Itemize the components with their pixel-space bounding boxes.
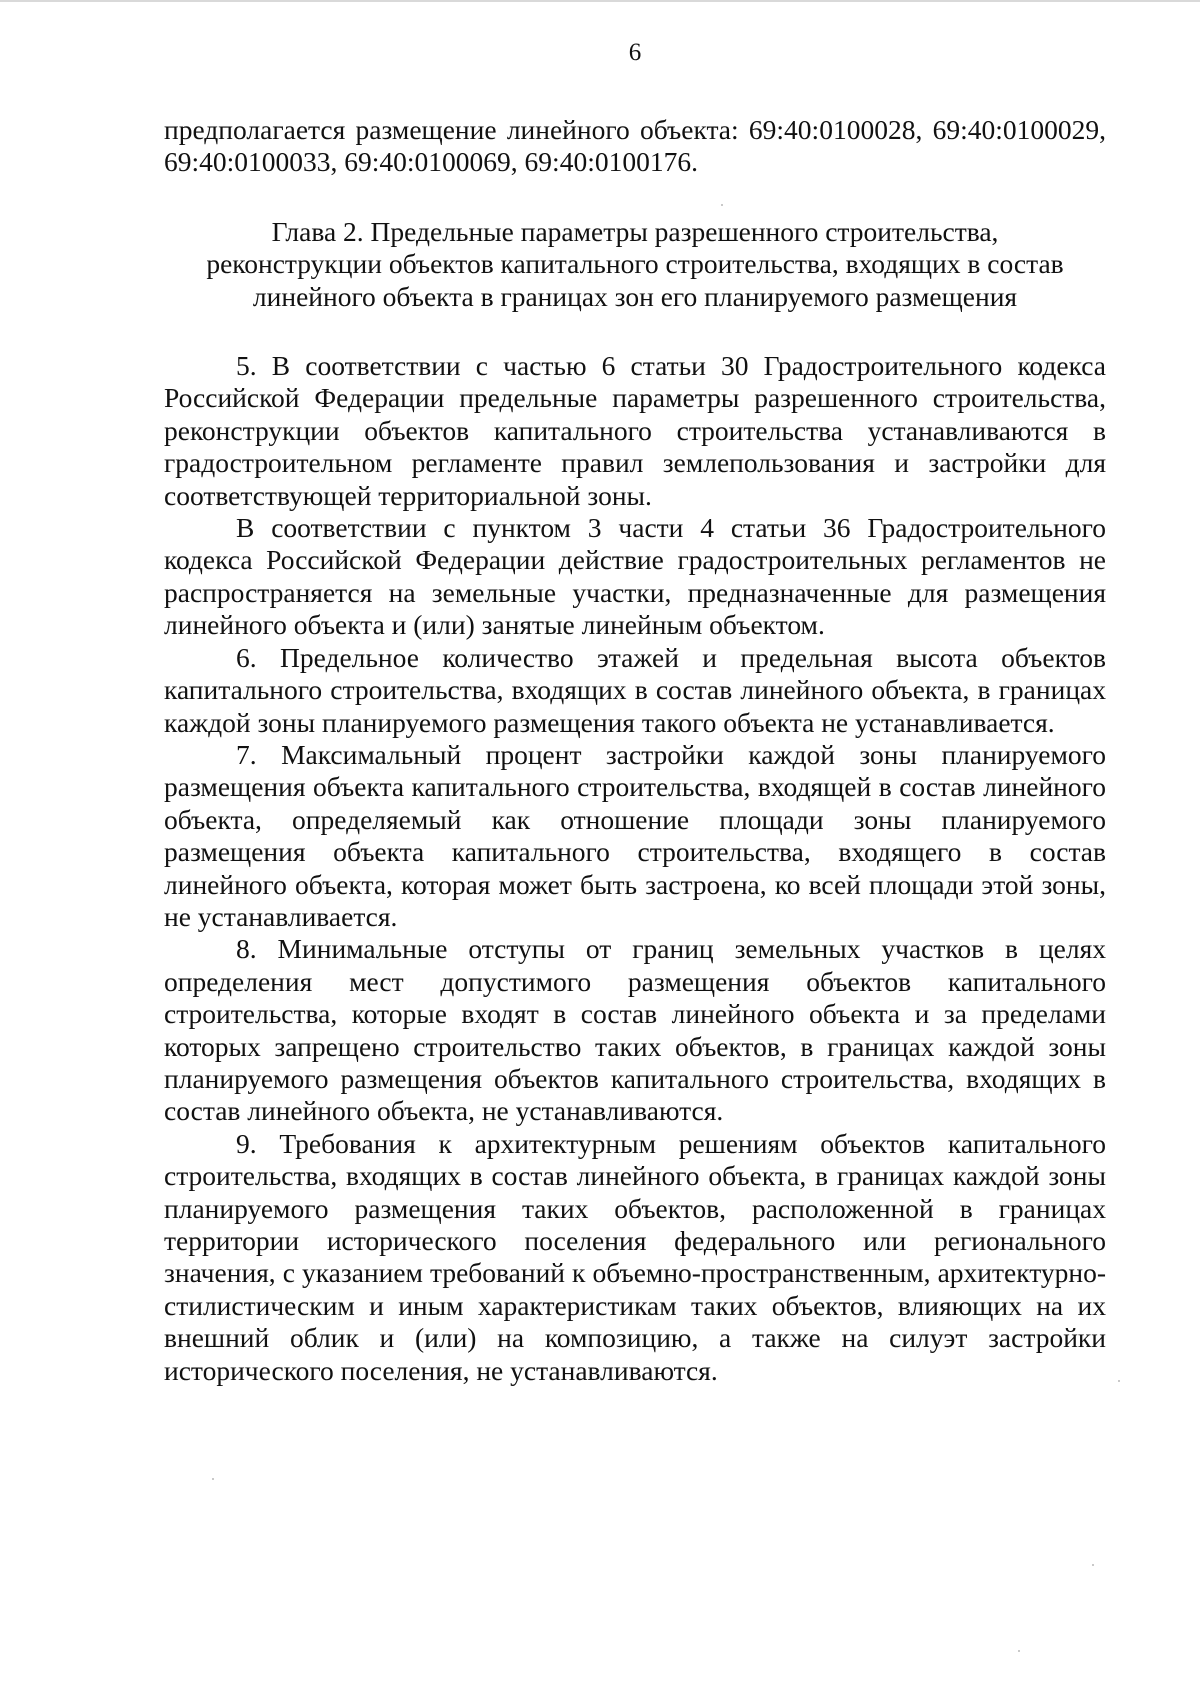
chapter-heading-line-1: Глава 2. Предельные параметры разрешенного строительства, — [271, 215, 999, 247]
document-body — [164, 114, 1106, 1387]
scan-top-edge — [0, 0, 1200, 2]
chapter-heading-line-3: линейного объекта в границах зон его планируемого размещения — [252, 280, 1018, 312]
page-number: 6 — [628, 39, 642, 66]
intro-paragraph: предполагается размещение линейного объекта: 69:40:0100028, 69:40:0100029, 69:40:0100033, 69:40:0100069, 69:40:0100176. — [164, 114, 1106, 178]
scan-speck — [1092, 1564, 1094, 1566]
paragraph-5-continuation: В соответствии с пунктом 3 части 4 статьи 36 Градостроительного кодекса Российской Федерации действие градостроительных регламентов не распространяется на земельные участки, предназначенные для размещения линейного объекта и (или) занятые линейным объектом. — [164, 512, 1106, 641]
paragraph-5: 5. В соответствии с частью 6 статьи 30 Градостроительного кодекса Российской Федерации предельные параметры разрешенного строительства, реконструкции объектов капитального строительства устанавливаются в градостроительном регламенте правил землепользования и застройки для соответствующей территориальной зоны. — [164, 350, 1106, 511]
scan-speck — [721, 204, 723, 206]
paragraph-8: 8. Минимальные отступы от границ земельных участков в целях определения мест допустимого размещения объектов капитального строительства, которые входят в состав линейного объекта и за пределами которых запрещено строительство таких объектов, в границах каждой зоны планируемого размещения объектов капитального строительства, входящих в состав линейного объекта, не устанавливаются. — [164, 933, 1106, 1127]
chapter-heading — [164, 216, 1106, 313]
chapter-heading-line-2: реконструкции объектов капитального строительства, входящих в состав — [206, 248, 1064, 280]
paragraph-9: 9. Требования к архитектурным решениям объектов капитального строительства, входящих в состав линейного объекта, в границах каждой зоны планируемого размещения таких объектов, расположенной в границах территории исторического поселения федерального или регионального значения, с указанием требований к объемно-пространственным, архитектурно-стилистическим и иным характеристикам таких объектов, влияющих на их внешний облик и (или) на композицию, а также на силуэт застройки исторического поселения, не устанавливаются. — [164, 1127, 1106, 1386]
scan-speck — [1018, 1650, 1020, 1652]
scan-speck — [1118, 1380, 1120, 1382]
scan-speck — [212, 1478, 214, 1480]
paragraph-6: 6. Предельное количество этажей и предельная высота объектов капитального строительства, входящих в состав линейного объекта, в границах каждой зоны планируемого размещения такого объекта не устанавливается. — [164, 641, 1106, 738]
paragraph-7: 7. Максимальный процент застройки каждой зоны планируемого размещения объекта капитального строительства, входящей в состав линейного объекта, определяемый как отношение площади зоны планируемого размещения объекта капитального строительства, входящего в состав линейного объекта, которая может быть застроена, ко всей площади этой зоны, не устанавливается. — [164, 738, 1106, 932]
